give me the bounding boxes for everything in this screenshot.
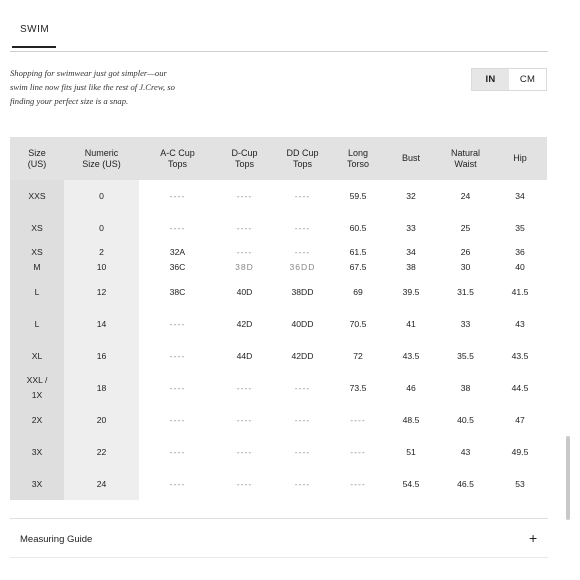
table-cell: 34: [515, 190, 525, 201]
table-cell: 43.5: [402, 350, 420, 361]
table-cell: ----: [169, 446, 186, 457]
table-cell: ----: [169, 414, 186, 425]
table-cell: XXS: [10, 180, 64, 212]
size-chart-table: [10, 137, 547, 500]
tab-divider: [10, 51, 548, 52]
table-cell: ----: [294, 382, 311, 393]
table-cell: ----: [236, 382, 253, 393]
table-cell: 2 10: [64, 244, 139, 276]
table-cell: ----: [169, 222, 186, 233]
table-cell: 53: [515, 478, 525, 489]
tab-swim[interactable]: SWIM: [20, 24, 50, 35]
column-header: DD Cup Tops: [273, 137, 332, 180]
table-cell: ----: [236, 478, 253, 489]
table-cell: 43: [515, 318, 525, 329]
table-cell: 42D: [236, 318, 253, 329]
table-cell: 43.5: [511, 350, 529, 361]
table-cell: XS M: [10, 244, 64, 276]
table-cell: ---- 38D: [235, 247, 254, 272]
column-header: Bust: [384, 137, 438, 180]
table-cell: ----: [236, 414, 253, 425]
table-cell: 3X: [10, 436, 64, 468]
column-header: A-C Cup Tops: [139, 137, 216, 180]
table-cell: 35: [515, 222, 525, 233]
column-header: Numeric Size (US): [64, 137, 139, 180]
table-row: [10, 244, 547, 276]
table-cell: ----: [294, 414, 311, 425]
table-cell: ----: [236, 190, 253, 201]
table-cell: 0: [64, 212, 139, 244]
table-cell: 40DD: [291, 318, 314, 329]
table-cell: 44.5: [511, 382, 529, 393]
table-cell: 38DD: [291, 286, 314, 297]
table-cell: ----: [169, 382, 186, 393]
table-cell: 44D: [236, 350, 253, 361]
table-cell: 72: [353, 350, 363, 361]
table-cell: XL: [10, 340, 64, 372]
table-cell: ----: [350, 414, 366, 425]
table-cell: 34 38: [406, 247, 416, 272]
table-row: [10, 212, 547, 244]
measuring-guide-label[interactable]: Measuring Guide: [20, 534, 93, 545]
table-cell: 22: [64, 436, 139, 468]
table-cell: XXL / 1X: [10, 372, 64, 404]
table-row: [10, 180, 547, 212]
table-cell: 32: [406, 190, 416, 201]
table-cell: L: [10, 276, 64, 308]
table-cell: 60.5: [349, 222, 367, 233]
table-cell: 48.5: [402, 414, 420, 425]
table-cell: 0: [64, 180, 139, 212]
table-cell: 40.5: [457, 414, 474, 425]
table-cell: 46.5: [457, 478, 474, 489]
table-cell: 25: [460, 222, 471, 233]
table-cell: 46: [406, 382, 416, 393]
table-cell: 43: [460, 446, 471, 457]
table-cell: 16: [64, 340, 139, 372]
table-row: [10, 372, 547, 404]
table-cell: 12: [64, 276, 139, 308]
table-cell: ----: [350, 478, 366, 489]
table-cell: 31.5: [457, 286, 474, 297]
table-cell: 38C: [169, 286, 186, 297]
table-cell: 3X: [10, 468, 64, 500]
table-cell: 14: [64, 308, 139, 340]
table-cell: 73.5: [349, 382, 367, 393]
unit-in-button[interactable]: IN: [472, 69, 509, 90]
table-cell: ----: [169, 478, 186, 489]
table-cell: ---- 36DD: [289, 247, 316, 272]
column-header: Hip: [493, 137, 547, 180]
table-cell: ----: [169, 318, 186, 329]
table-cell: ----: [294, 222, 311, 233]
table-cell: 59.5: [349, 190, 367, 201]
table-cell: L: [10, 308, 64, 340]
table-cell: ----: [236, 222, 253, 233]
table-cell: XS: [10, 212, 64, 244]
table-cell: 24: [460, 190, 471, 201]
unit-cm-button[interactable]: CM: [519, 74, 536, 85]
table-cell: 32A 36C: [169, 247, 186, 272]
table-row: [10, 308, 547, 340]
table-cell: 2X: [10, 404, 64, 436]
table-cell: 70.5: [349, 318, 367, 329]
table-cell: ----: [294, 190, 311, 201]
scrollbar[interactable]: [566, 436, 570, 520]
column-header: Size (US): [10, 137, 64, 180]
table-cell: 51: [406, 446, 416, 457]
table-cell: 41.5: [511, 286, 529, 297]
table-cell: 40D: [236, 286, 253, 297]
divider: [10, 557, 548, 558]
table-cell: 18: [64, 372, 139, 404]
table-cell: ----: [294, 446, 311, 457]
table-cell: ----: [169, 190, 186, 201]
table-cell: ----: [350, 446, 366, 457]
table-cell: 24: [64, 468, 139, 500]
unit-toggle: [471, 68, 547, 91]
table-cell: ----: [236, 446, 253, 457]
table-cell: 47: [515, 414, 525, 425]
table-cell: 33: [460, 318, 471, 329]
table-cell: 49.5: [511, 446, 529, 457]
active-tab-indicator: [12, 46, 56, 48]
table-cell: 41: [406, 318, 416, 329]
table-header-row: [10, 137, 547, 180]
table-cell: 33: [406, 222, 416, 233]
table-cell: 69: [353, 286, 363, 297]
table-row: [10, 468, 547, 500]
table-cell: 36 40: [515, 247, 525, 272]
table-cell: 26 30: [460, 247, 471, 272]
intro-text: Shopping for swimwear just got simpler—our swim line now fits just like the rest of J.Crew, so finding your perfect size is a snap.: [10, 68, 175, 106]
table-cell: 38: [460, 382, 471, 393]
table-cell: ----: [294, 478, 311, 489]
table-cell: 35.5: [457, 350, 474, 361]
table-row: [10, 340, 547, 372]
column-header: D-Cup Tops: [216, 137, 273, 180]
table-row: [10, 276, 547, 308]
table-row: [10, 436, 547, 468]
table-row: [10, 404, 547, 436]
column-header: Natural Waist: [438, 137, 493, 180]
table-cell: ----: [169, 350, 186, 361]
table-cell: 61.5 67.5: [349, 247, 367, 272]
table-cell: 39.5: [402, 286, 420, 297]
expand-plus-icon[interactable]: +: [529, 530, 538, 546]
table-cell: 54.5: [402, 478, 420, 489]
divider: [10, 518, 548, 519]
table-cell: 42DD: [291, 350, 314, 361]
table-cell: 20: [64, 404, 139, 436]
column-header: Long Torso: [332, 137, 384, 180]
